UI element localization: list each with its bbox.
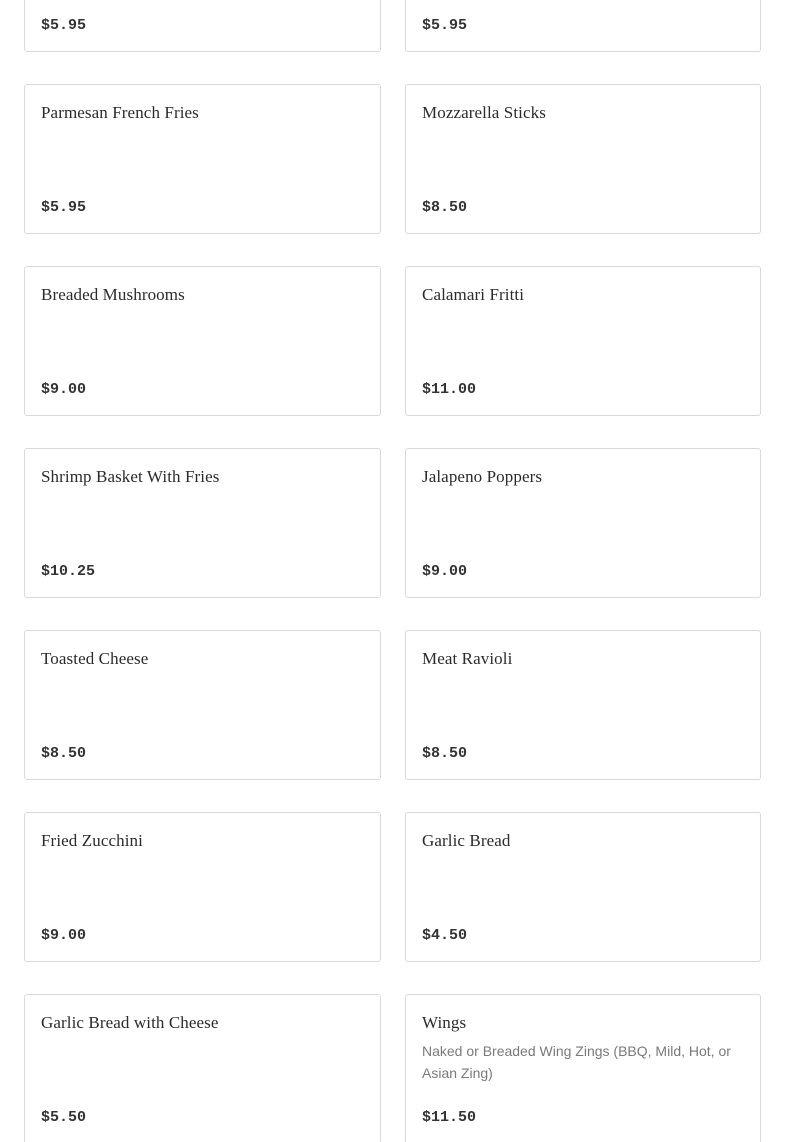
menu-item-description: Naked or Breaded Wing Zings (BBQ, Mild, Hot, or Asian Zing) (422, 1043, 731, 1081)
menu-item-card[interactable] (405, 448, 761, 598)
menu-item-price: $11.50 (422, 1109, 477, 1126)
menu-item-name: Parmesan French Fries (41, 103, 199, 122)
menu-item-price: $9.00 (41, 927, 87, 944)
menu-item-price: $5.95 (41, 199, 87, 216)
menu-item-card[interactable] (405, 266, 761, 416)
menu-item-price: $9.00 (422, 563, 468, 580)
menu-item-name: Fried Zucchini (41, 831, 143, 850)
menu-item-card[interactable] (405, 630, 761, 780)
menu-items-grid (24, 0, 761, 1142)
menu-item-price: $9.00 (41, 381, 87, 398)
menu-item-price: $5.95 (422, 17, 468, 34)
menu-item-card[interactable] (24, 84, 381, 234)
menu-item-price: $11.00 (422, 381, 477, 398)
menu-item-price: $10.25 (41, 563, 96, 580)
menu-item-card[interactable] (405, 84, 761, 234)
menu-item-card[interactable] (24, 994, 381, 1142)
menu-item-price: $8.50 (41, 745, 87, 762)
menu-item-name: Calamari Fritti (422, 285, 525, 304)
menu-item-card[interactable] (405, 994, 761, 1142)
menu-item-price: $4.50 (422, 927, 468, 944)
menu-item-name: Jalapeno Poppers (422, 467, 543, 486)
menu-item-price: $5.95 (41, 17, 87, 34)
menu-item-name: Breaded Mushrooms (41, 285, 185, 304)
menu-item-name: Toasted Cheese (41, 649, 149, 668)
menu-item-name: Wings (422, 1013, 467, 1032)
menu-item-card[interactable] (405, 812, 761, 962)
menu-item-card[interactable] (405, 0, 761, 52)
menu-item-card[interactable] (24, 448, 381, 598)
menu-item-price: $5.50 (41, 1109, 87, 1126)
menu-item-name: Garlic Bread with Cheese (41, 1013, 219, 1032)
menu-item-name: Garlic Bread (422, 831, 511, 850)
menu-item-name: Shrimp Basket With Fries (41, 467, 220, 486)
menu-item-name: Mozzarella Sticks (422, 103, 546, 122)
menu-item-name: Meat Ravioli (422, 649, 513, 668)
menu-item-card[interactable] (24, 266, 381, 416)
menu-item-card[interactable] (24, 812, 381, 962)
menu-item-price: $8.50 (422, 745, 468, 762)
menu-item-price: $8.50 (422, 199, 468, 216)
menu-item-card[interactable] (24, 630, 381, 780)
menu-item-card[interactable] (24, 0, 381, 52)
